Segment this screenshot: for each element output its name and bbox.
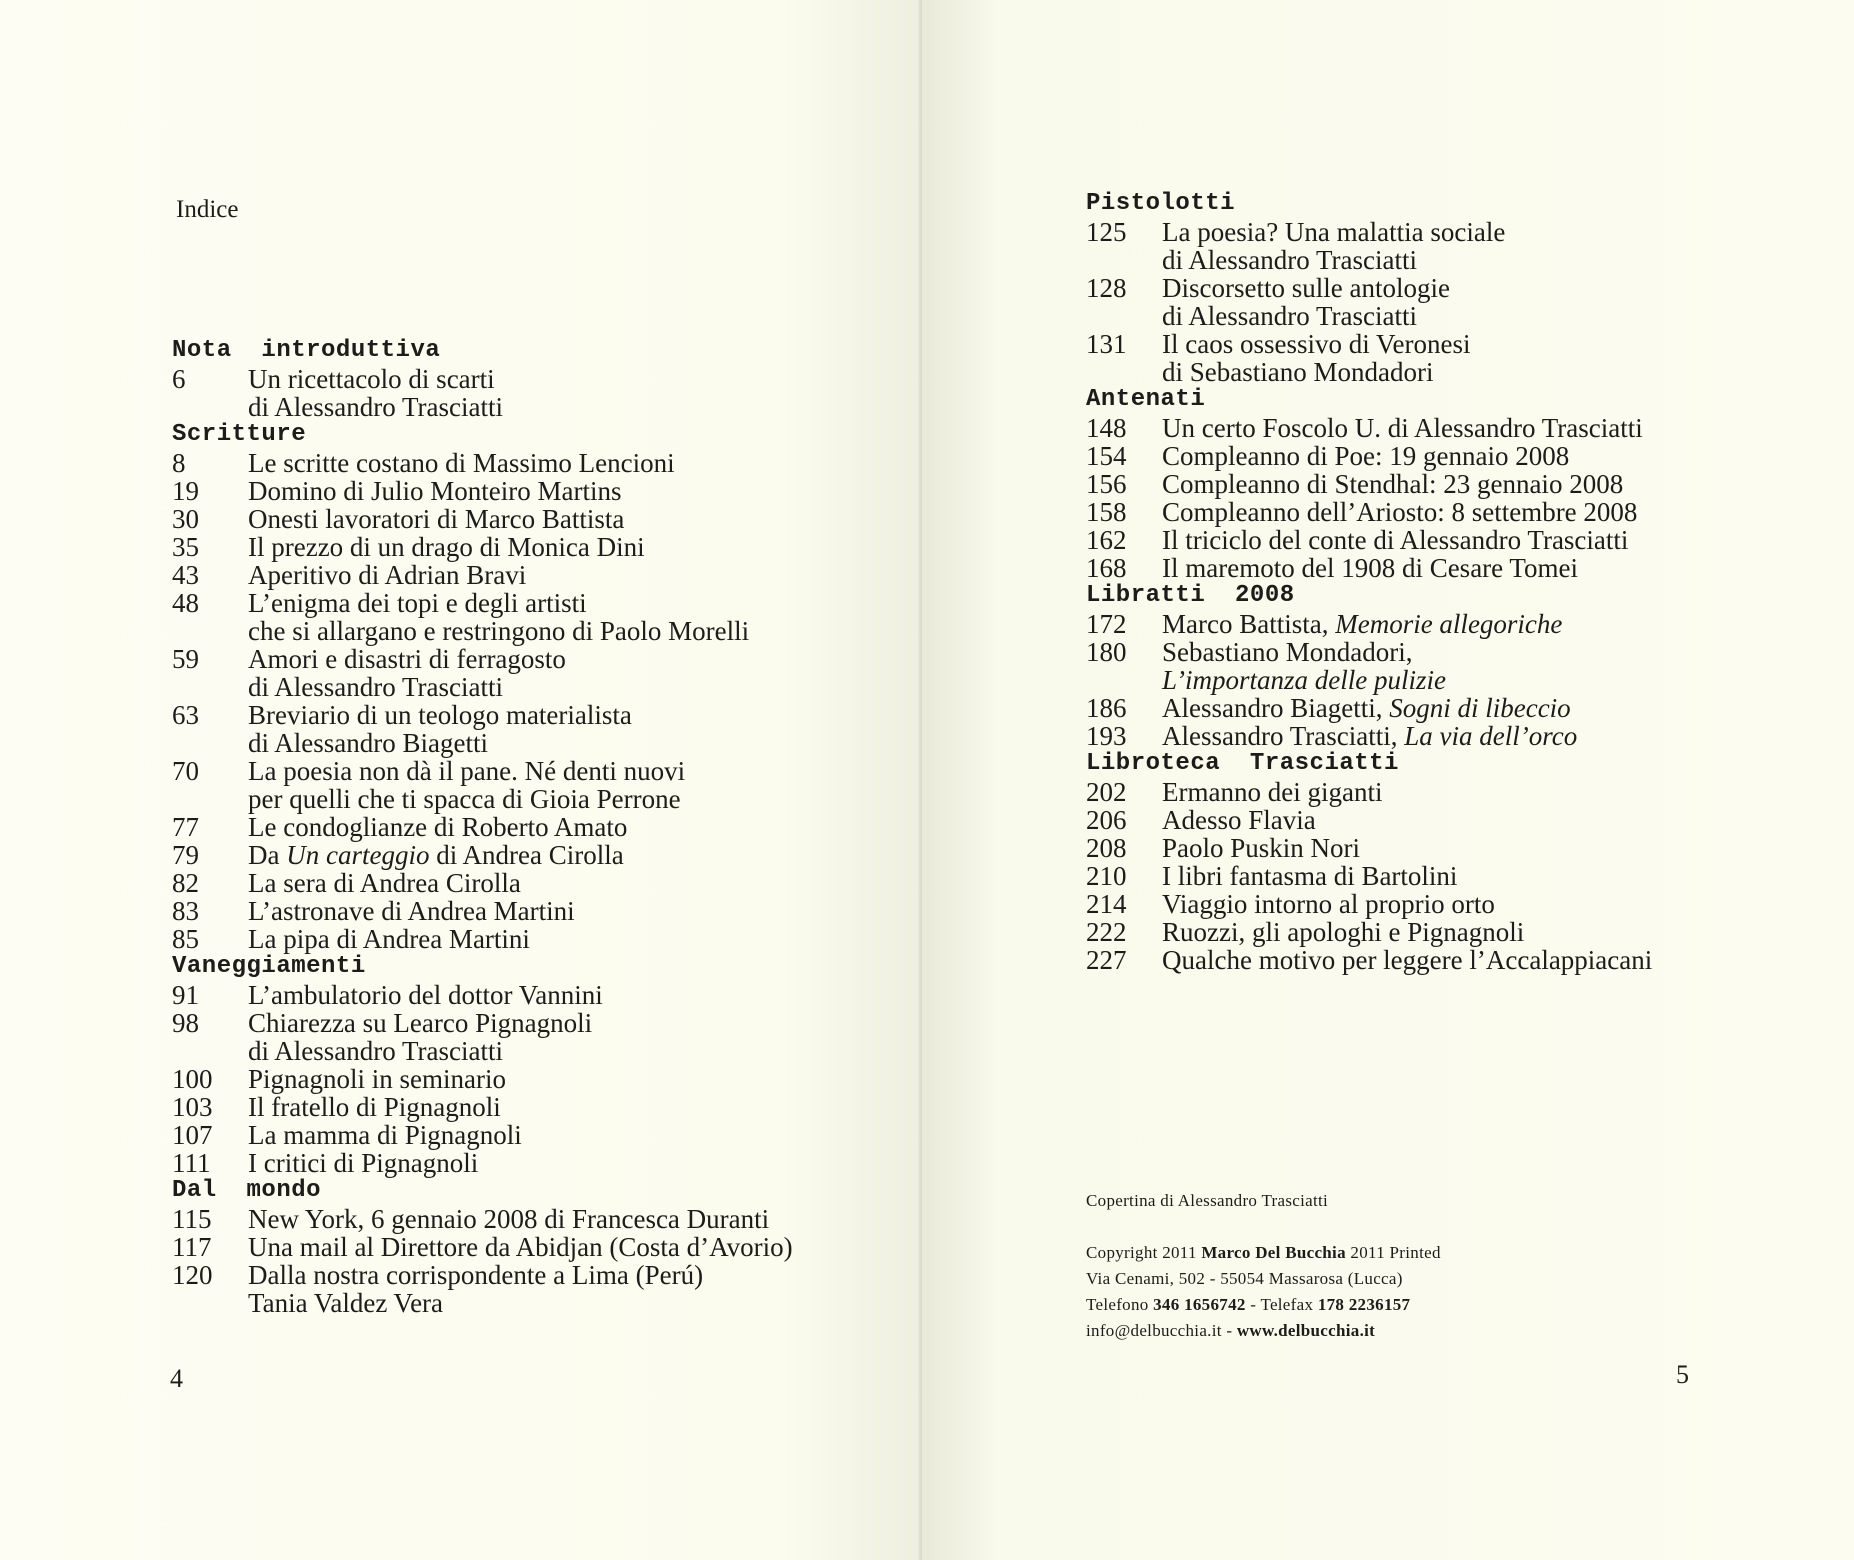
phone-line: Telefono 346 1656742 - Telefax 178 2236157 [1086, 1295, 1411, 1314]
toc-title: Un certo Foscolo U. di Alessandro Trasciatti [1162, 413, 1643, 443]
toc-page-number: 59 [172, 644, 199, 674]
toc-entry [1086, 946, 1806, 974]
toc-title-continuation: di Alessandro Trasciatti [1162, 301, 1417, 331]
toc-entry [172, 1149, 872, 1177]
table-of-contents-right [1086, 190, 1806, 974]
toc-page-number: 48 [172, 588, 199, 618]
toc-title: Le scritte costano di Massimo Lencioni [248, 448, 675, 478]
publisher-name: Marco Del Bucchia [1201, 1243, 1346, 1262]
address-line: Via Cenami, 502 - 55054 Massarosa (Lucca) [1086, 1269, 1403, 1288]
toc-title: Compleanno di Stendhal: 23 gennaio 2008 [1162, 469, 1624, 499]
toc-entry [1086, 470, 1806, 498]
toc-page-number: 85 [172, 924, 199, 954]
toc-page-number: 63 [172, 700, 199, 730]
toc-page-number: 172 [1086, 609, 1127, 639]
toc-title: Compleanno dell’Ariosto: 8 settembre 2008 [1162, 497, 1638, 527]
toc-entry [172, 365, 872, 393]
toc-entry [172, 841, 872, 869]
toc-title: La poesia? Una malattia sociale [1162, 217, 1506, 247]
toc-title-continuation: di Alessandro Trasciatti [248, 392, 503, 422]
toc-title-italic: Memorie allegoriche [1335, 609, 1563, 639]
toc-title: La poesia non dà il pane. Né denti nuovi [248, 756, 686, 786]
toc-title: I critici di Pignagnoli [248, 1148, 479, 1178]
toc-entry [172, 1009, 872, 1037]
section-heading: Libratti 2008 [1086, 582, 1295, 609]
toc-page-number: 6 [172, 364, 186, 394]
toc-title: Paolo Puskin Nori [1162, 833, 1361, 863]
toc-title: L’astronave di Andrea Martini [248, 896, 575, 926]
toc-entry [1086, 722, 1806, 750]
toc-entry [172, 477, 872, 505]
toc-page-number: 210 [1086, 861, 1127, 891]
toc-entry [172, 869, 872, 897]
toc-page-number: 91 [172, 980, 199, 1010]
toc-entry [1086, 554, 1806, 582]
cover-credit: Copertina di Alessandro Trasciatti [1086, 1191, 1329, 1210]
index-heading: Indice [176, 196, 239, 223]
toc-entry [172, 1261, 872, 1289]
toc-page-number: 43 [172, 560, 199, 590]
toc-page-number: 208 [1086, 833, 1127, 863]
toc-page-number: 35 [172, 532, 199, 562]
toc-page-number: 131 [1086, 329, 1127, 359]
toc-title: Pignagnoli in seminario [248, 1064, 506, 1094]
toc-entry [172, 589, 872, 617]
toc-title: Chiarezza su Learco Pignagnoli [248, 1008, 593, 1038]
left-page [0, 0, 922, 1560]
toc-title: Ruozzi, gli apologhi e Pignagnoli [1162, 917, 1525, 947]
toc-title-continuation: di Alessandro Trasciatti [248, 672, 503, 702]
toc-title: L’ambulatorio del dottor Vannini [248, 980, 603, 1010]
toc-entry [172, 533, 872, 561]
toc-title [1162, 694, 1571, 722]
toc-page-number: 8 [172, 448, 186, 478]
page-number-right: 5 [1676, 1360, 1689, 1389]
toc-entry [1086, 890, 1806, 918]
toc-page-number: 180 [1086, 637, 1127, 667]
toc-page-number: 202 [1086, 777, 1127, 807]
toc-page-number: 206 [1086, 805, 1127, 835]
toc-title-italic: La via dell’orco [1404, 721, 1578, 751]
toc-title: Amori e disastri di ferragosto [248, 644, 566, 674]
toc-entry [1086, 498, 1806, 526]
toc-title-part: di Andrea Cirolla [429, 840, 624, 870]
toc-page-number: 98 [172, 1008, 199, 1038]
toc-page-number: 125 [1086, 217, 1127, 247]
toc-page-number: 227 [1086, 945, 1127, 975]
toc-page-number: 70 [172, 756, 199, 786]
toc-entry [172, 505, 872, 533]
toc-title: Il caos ossessivo di Veronesi [1162, 329, 1471, 359]
toc-title-continuation: Tania Valdez Vera [248, 1288, 444, 1318]
toc-title: Il triciclo del conte di Alessandro Trasciatti [1162, 525, 1629, 555]
toc-entry [172, 645, 872, 673]
toc-page-number: 214 [1086, 889, 1127, 919]
toc-entry [172, 701, 872, 729]
toc-page-number: 148 [1086, 413, 1127, 443]
toc-page-number: 115 [172, 1204, 212, 1234]
toc-title: Sebastiano Mondadori, [1162, 637, 1413, 667]
toc-page-number: 103 [172, 1092, 213, 1122]
toc-title: Il fratello di Pignagnoli [248, 1092, 501, 1122]
toc-title: New York, 6 gennaio 2008 di Francesca Duranti [248, 1204, 770, 1234]
section-heading: Pistolotti [1086, 190, 1236, 217]
toc-page-number: 158 [1086, 497, 1127, 527]
toc-page-number: 117 [172, 1232, 212, 1262]
table-of-contents-left [172, 337, 872, 1317]
toc-title: La sera di Andrea Cirolla [248, 868, 521, 898]
toc-page-number: 100 [172, 1064, 213, 1094]
toc-title-continuation: che si allargano e restringono di Paolo Morelli [248, 616, 750, 646]
toc-page-number: 83 [172, 896, 199, 926]
contact-line: info@delbucchia.it - www.delbucchia.it [1086, 1321, 1376, 1340]
toc-entry [1086, 218, 1806, 246]
toc-title: Il maremoto del 1908 di Cesare Tomei [1162, 553, 1579, 583]
toc-page-number: 30 [172, 504, 199, 534]
toc-title: Domino di Julio Monteiro Martins [248, 476, 622, 506]
toc-page-number: 19 [172, 476, 199, 506]
toc-entry [1086, 610, 1806, 638]
toc-title: Adesso Flavia [1162, 805, 1316, 835]
toc-entry [1086, 778, 1806, 806]
toc-entry [172, 1065, 872, 1093]
toc-entry [1086, 862, 1806, 890]
toc-page-number: 154 [1086, 441, 1127, 471]
email-address: info@delbucchia.it [1086, 1321, 1222, 1340]
section-heading: Nota introduttiva [172, 337, 441, 364]
toc-entry [1086, 274, 1806, 302]
toc-entry [172, 813, 872, 841]
toc-entry [172, 561, 872, 589]
toc-entry [1086, 330, 1806, 358]
fax-number: 178 2236157 [1317, 1295, 1411, 1314]
toc-title: Le condoglianze di Roberto Amato [248, 812, 628, 842]
toc-entry [172, 1121, 872, 1149]
toc-title: Un ricettacolo di scarti [248, 364, 495, 394]
toc-title-part: Alessandro Trasciatti, [1162, 721, 1405, 751]
toc-title-continuation: di Alessandro Biagetti [248, 728, 488, 758]
toc-entry [172, 1093, 872, 1121]
toc-title-italic: Sogni di libeccio [1389, 693, 1571, 723]
toc-title: I libri fantasma di Bartolini [1162, 861, 1458, 891]
toc-entry [1086, 526, 1806, 554]
section-heading: Libroteca Trasciatti [1086, 750, 1399, 777]
toc-title: Compleanno di Poe: 19 gennaio 2008 [1162, 441, 1570, 471]
toc-entry [172, 925, 872, 953]
section-heading: Antenati [1086, 386, 1206, 413]
website-link: www.delbucchia.it [1236, 1321, 1376, 1340]
phone-number: 346 1656742 [1153, 1295, 1246, 1314]
toc-entry [172, 1205, 872, 1233]
toc-page-number: 193 [1086, 721, 1127, 751]
toc-page-number: 79 [172, 840, 199, 870]
right-page [922, 0, 1854, 1560]
toc-title: Una mail al Direttore da Abidjan (Costa d’Avorio) [248, 1232, 793, 1262]
toc-title-part: Da [248, 840, 287, 870]
toc-page-number: 111 [172, 1148, 211, 1178]
toc-page-number: 107 [172, 1120, 213, 1150]
toc-title-continuation: di Sebastiano Mondadori [1162, 357, 1434, 387]
toc-title: Viaggio intorno al proprio orto [1162, 889, 1495, 919]
toc-title-continuation: di Alessandro Trasciatti [1162, 245, 1417, 275]
toc-entry [1086, 694, 1806, 722]
toc-title: Il prezzo di un drago di Monica Dini [248, 532, 645, 562]
toc-page-number: 77 [172, 812, 199, 842]
toc-entry [1086, 806, 1806, 834]
toc-entry [1086, 414, 1806, 442]
toc-title-continuation [1086, 666, 1806, 694]
toc-title: Qualche motivo per leggere l’Accalappiacani [1162, 945, 1653, 975]
toc-title: Breviario di un teologo materialista [248, 700, 632, 730]
toc-title [1162, 610, 1562, 638]
toc-title-part: Marco Battista, [1162, 609, 1336, 639]
toc-title: La pipa di Andrea Martini [248, 924, 530, 954]
toc-title: Discorsetto sulle antologie [1162, 273, 1450, 303]
toc-entry [1086, 638, 1806, 666]
section-heading: Vaneggiamenti [172, 953, 366, 980]
toc-title-part: Alessandro Biagetti, [1162, 693, 1390, 723]
toc-page-number: 186 [1086, 693, 1127, 723]
toc-title [248, 841, 624, 869]
toc-entry [172, 981, 872, 1009]
section-heading: Dal mondo [172, 1177, 322, 1204]
section-heading: Scritture [172, 421, 307, 448]
toc-page-number: 120 [172, 1260, 213, 1290]
toc-title-italic: L’importanza delle pulizie [1162, 665, 1446, 695]
toc-title-italic: Un carteggio [286, 840, 430, 870]
toc-title-continuation: per quelli che ti spacca di Gioia Perrone [248, 784, 681, 814]
copyright-line: Copyright 2011 Marco Del Bucchia 2011 Printed [1086, 1243, 1441, 1262]
toc-title: Onesti lavoratori di Marco Battista [248, 504, 625, 534]
toc-page-number: 156 [1086, 469, 1127, 499]
toc-page-number: 82 [172, 868, 199, 898]
toc-page-number: 168 [1086, 553, 1127, 583]
toc-entry [1086, 918, 1806, 946]
colophon [1086, 1240, 1441, 1344]
toc-title: L’enigma dei topi e degli artisti [248, 588, 587, 618]
toc-title-continuation: di Alessandro Trasciatti [248, 1036, 503, 1066]
toc-title: La mamma di Pignagnoli [248, 1120, 522, 1150]
toc-title: Aperitivo di Adrian Bravi [248, 560, 527, 590]
toc-entry [172, 1233, 872, 1261]
toc-title: Dalla nostra corrispondente a Lima (Perú) [248, 1260, 704, 1290]
toc-entry [172, 449, 872, 477]
toc-title [1162, 722, 1577, 750]
toc-title: Ermanno dei giganti [1162, 777, 1383, 807]
toc-entry [1086, 834, 1806, 862]
toc-entry [1086, 442, 1806, 470]
toc-entry [172, 757, 872, 785]
page-number-left: 4 [170, 1364, 183, 1393]
toc-page-number: 128 [1086, 273, 1127, 303]
toc-page-number: 222 [1086, 917, 1127, 947]
toc-page-number: 162 [1086, 525, 1127, 555]
toc-entry [172, 897, 872, 925]
